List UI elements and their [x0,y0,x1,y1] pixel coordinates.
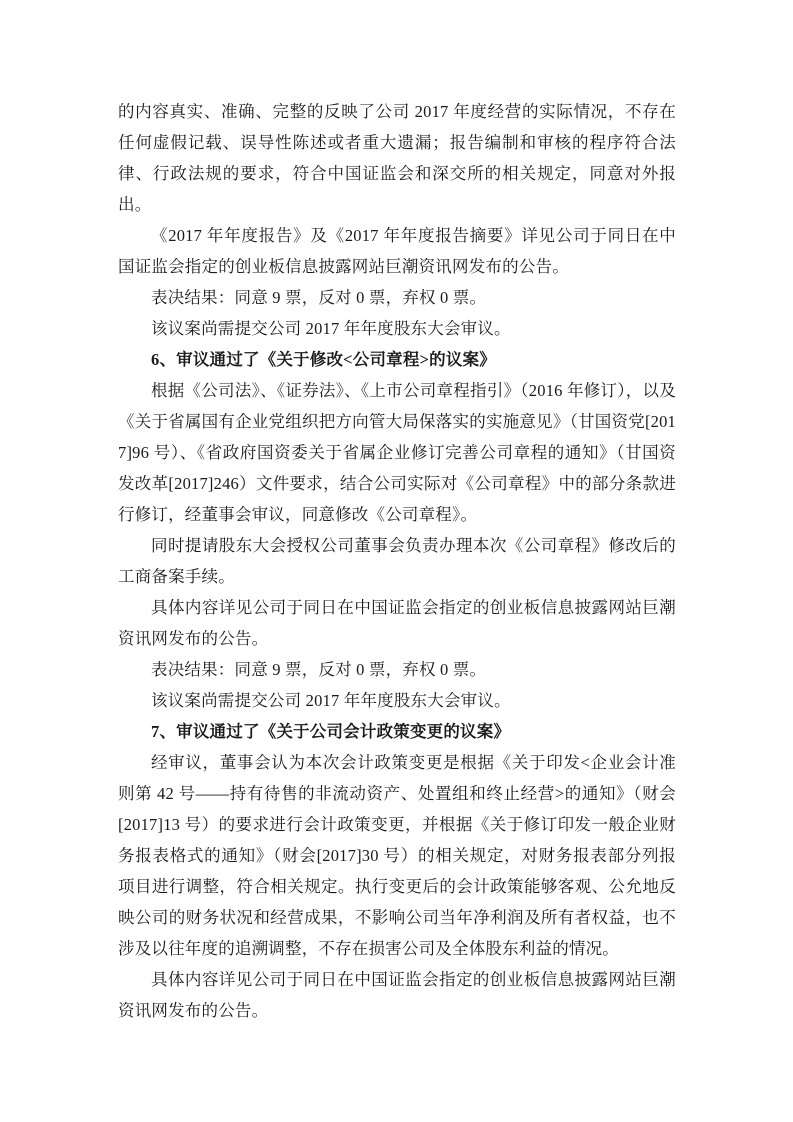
body-paragraph: 具体内容详见公司于同日在中国证监会指定的创业板信息披露网站巨潮资讯网发布的公告。 [118,970,676,1020]
section-heading: 6、审议通过了《关于修改<公司章程>的议案》 [151,350,496,369]
body-paragraph: 该议案尚需提交公司 2017 年年度股东大会审议。 [151,691,511,710]
body-paragraph: 具体内容详见公司于同日在中国证监会指定的创业板信息披露网站巨潮资讯网发布的公告。 [118,598,676,648]
document-content [118,96,676,1026]
body-paragraph: 根据《公司法》、《证券法》、《上市公司章程指引》（2016 年修订），以及《关于省属国有企业党组织把方向管大局保落实的实施意见》（甘国资党[2017]96 号）、《省政府国资委关于省属企业修订完善公司章程的通知》（甘国资发改革[2017]246）文件要求，结合公司实际对《公司章程》中的部分条款进行修订，经董事会审议，同意修改《公司章程》。 [118,381,676,524]
body-paragraph: 表决结果：同意 9 票，反对 0 票，弃权 0 票。 [151,660,487,679]
body-paragraph: 《2017 年年度报告》及《2017 年年度报告摘要》详见公司于同日在中国证监会指定的创业板信息披露网站巨潮资讯网发布的公告。 [118,226,676,276]
body-paragraph: 经审议，董事会认为本次会计政策变更是根据《关于印发<企业会计准则第 42 号——持有待售的非流动资产、处置组和终止经营>的通知》（财会[2017]13 号）的要求进行会计政策变更，并根据《关于修订印发一般企业财务报表格式的通知》（财会[2017]30 号）的相关规定，对财务报表部分列报项目进行调整，符合相关规定。执行变更后的会计政策能够客观、公允地反映公司的财务状况和经营成果，不影响公司当年净利润及所有者权益，也不涉及以往年度的追溯调整，不存在损害公司及全体股东利益的情况。 [118,753,676,958]
body-paragraph: 该议案尚需提交公司 2017 年年度股东大会审议。 [151,319,511,338]
body-paragraph: 同时提请股东大会授权公司董事会负责办理本次《公司章程》修改后的工商备案手续。 [118,536,676,586]
body-paragraph: 表决结果：同意 9 票，反对 0 票，弃权 0 票。 [151,288,487,307]
body-paragraph: 的内容真实、准确、完整的反映了公司 2017 年度经营的实际情况，不存在任何虚假记载、误导性陈述或者重大遗漏；报告编制和审核的程序符合法律、行政法规的要求，符合中国证监会和深交所的相关规定，同意对外报出。 [118,102,676,214]
section-heading: 7、审议通过了《关于公司会计政策变更的议案》 [151,722,511,741]
